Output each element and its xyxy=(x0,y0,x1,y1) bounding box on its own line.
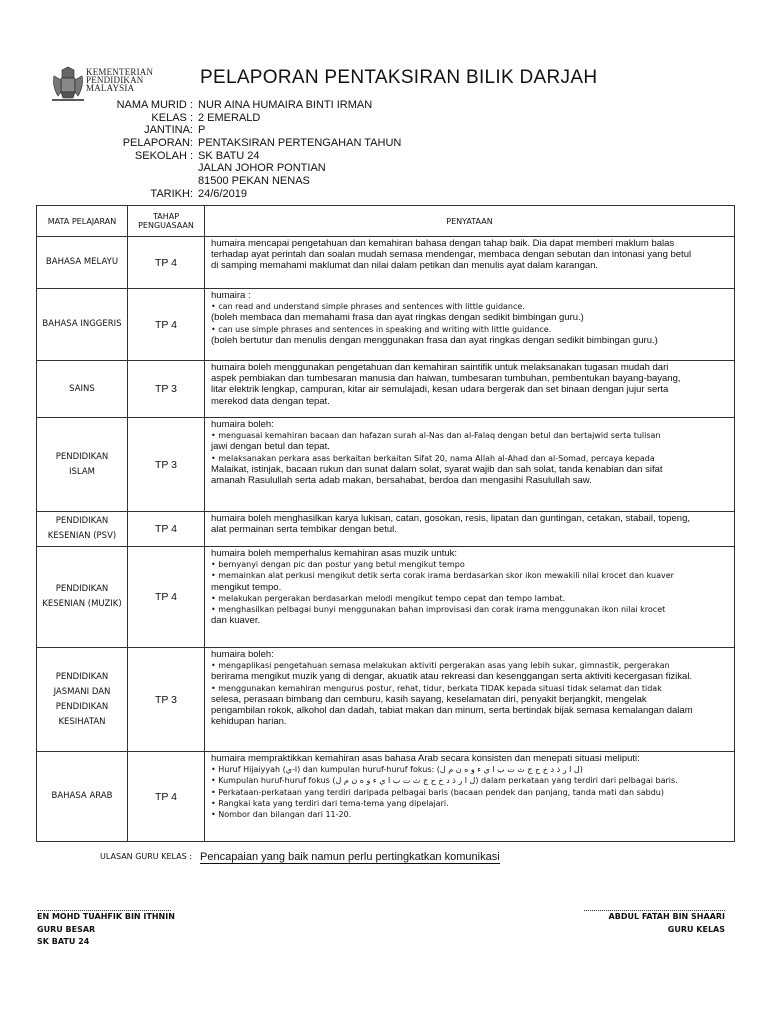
statement-line: jawi dengan betul dan tepat. xyxy=(211,441,330,453)
statement-line: • Perkataan-perkataan yang terdiri daripada pelbagai baris (bacaan pendek dan panjang, tanda mati dan sabdu) xyxy=(211,787,664,797)
statement-line: • Kumpulan huruf-huruf fokus (ل ا ر ذ د خ ح ج ث ت ب ا ي ء و ه ن م ل) dalam perkataan yang terdiri dari pelbagai baris. xyxy=(211,776,678,786)
info-label xyxy=(80,175,193,188)
level-cell: TP 3 xyxy=(128,648,205,752)
statement-line: berirama mengikut muzik yang di dengar, akuatik atau rekreasi dan kesenggangan serta aktiviti kecergasan fizikal. xyxy=(211,671,693,683)
subject-cell xyxy=(37,418,128,512)
ministry-line: PENDIDIKAN xyxy=(86,75,144,85)
info-row xyxy=(80,175,500,188)
subject-cell xyxy=(37,752,128,842)
statement-cell xyxy=(205,512,735,547)
statement-cell xyxy=(205,418,735,512)
info-value: P xyxy=(198,124,206,137)
subject-cell xyxy=(37,648,128,752)
statement-line: • menghasilkan pelbagai bunyi menggunakan bahan improvisasi dan corak irama menggunakan ikon nilai krocet xyxy=(211,605,666,615)
signature-left xyxy=(37,911,175,949)
info-label: NAMA MURID : xyxy=(116,99,193,111)
info-label xyxy=(80,162,193,175)
signature-name: ABDUL FATAH BIN SHAARI xyxy=(608,912,725,921)
statement-line: humaira mempraktikkan kemahiran asas bahasa Arab secara konsisten dan menepati situasi meliputi: xyxy=(211,753,640,764)
info-value: PENTAKSIRAN PERTENGAHAN TAHUN xyxy=(198,137,402,150)
table-row xyxy=(37,752,735,842)
table-row xyxy=(37,648,735,752)
info-row xyxy=(80,137,500,150)
subject-name: BAHASA INGGERIS xyxy=(42,319,122,329)
info-row xyxy=(80,162,500,175)
statement-line: • Huruf Hijaiyyah (ا-ي) dan kumpulan huruf-huruf fokus: (ل ا ر ذ د خ ح ج ث ت ب ا ي ء و ه ن م ل) xyxy=(211,765,583,775)
statement-line: merekod data dengan tepat. xyxy=(211,395,330,407)
statement-line: • melaksanakan perkara asas berkaitan berkaitan Sifat 20, nama Allah al-Ahad dan al-Somad, percaya kepada xyxy=(211,453,655,463)
signature-role: GURU KELAS xyxy=(667,924,725,934)
subject-cell xyxy=(37,547,128,648)
info-value: 81500 PEKAN NENAS xyxy=(198,175,310,188)
signature-school: SK BATU 24 xyxy=(37,937,90,946)
table-header-row xyxy=(37,206,735,237)
statement-line: mengikut tempo. xyxy=(211,581,282,593)
table-row xyxy=(37,418,735,512)
statement-line: • menggunakan kemahiran mengurus postur, rehat, tidur, berkata TIDAK kepada situasi tidak selamat dan tidak xyxy=(211,683,662,693)
ministry-name xyxy=(86,68,153,92)
subject-name: PENDIDIKAN xyxy=(55,671,109,682)
statement-line: • mengaplikasi pengetahuan semasa melakukan aktiviti pergerakan asas yang lebih sukar, gimnastik, pergerakan xyxy=(211,661,670,671)
subject-name: SAINS xyxy=(69,383,95,394)
statement-cell xyxy=(205,752,735,842)
statement-line: humaira boleh: xyxy=(211,419,274,430)
signature-right xyxy=(609,911,725,936)
info-value: SK BATU 24 xyxy=(198,149,260,162)
statement-line: litar elektrik lengkap, campuran, kitar air semulajadi, kesan udara bergerak dan set binaan dengan jujur serta xyxy=(211,384,669,396)
level-cell: TP 3 xyxy=(128,418,205,512)
level-cell: TP 4 xyxy=(128,237,205,289)
level-cell: TP 3 xyxy=(128,361,205,418)
statement-line: pengambilan rokok, alkohol dan dadah, tabiat makan dan minum, serta bertindak bijak semasa kemalangan dalam xyxy=(211,705,693,717)
info-value: 2 EMERALD xyxy=(198,111,261,124)
statement-line: • bernyanyi dengan pic dan postur yang betul mengikut tempo xyxy=(211,560,465,570)
student-info xyxy=(80,99,500,201)
statement-line: selesa, perasaan bimbang dan cemburu, kasih sayang, keselamatan diri, penyakit berjangkit, mengelak xyxy=(211,693,647,705)
header-level-line: PENGUASAAN xyxy=(138,221,194,230)
statement-line: • can use simple phrases and sentences in speaking and writing with little guidance. xyxy=(211,324,552,334)
remark-value: Pencapaian yang baik namun perlu pertingkatkan komunikasi xyxy=(200,851,500,863)
subject-name: PENDIDIKAN xyxy=(55,516,109,526)
statement-line: alat permainan serta tembikar dengan betul. xyxy=(211,524,397,536)
subject-cell xyxy=(37,361,128,418)
table-row xyxy=(37,547,735,648)
level-cell: TP 4 xyxy=(128,752,205,842)
subject-name: KESIHATAN xyxy=(58,716,106,727)
statement-line: • can read and understand simple phrases and sentences with little guidance. xyxy=(211,302,525,312)
info-row xyxy=(80,150,500,163)
statement-line: humaira : xyxy=(211,290,251,301)
assessment-table xyxy=(36,205,735,842)
subject-name: PENDIDIKAN xyxy=(55,451,109,462)
table-row xyxy=(37,237,735,289)
subject-cell xyxy=(37,289,128,361)
signature-role: GURU BESAR xyxy=(37,924,96,934)
subject-name: KESENIAN (PSV) xyxy=(47,531,117,541)
table-row xyxy=(37,512,735,547)
table-row xyxy=(37,289,735,361)
statement-line: (boleh bertutur dan menulis dengan menggunakan frasa dan ayat ringkas dengan sedikit bimbingan guru.) xyxy=(211,334,658,346)
info-label: SEKOLAH : xyxy=(134,149,193,162)
statement-cell xyxy=(205,361,735,418)
remark-label: ULASAN GURU KELAS : xyxy=(100,852,192,861)
statement-line: humaira boleh: xyxy=(211,649,274,660)
info-value: JALAN JOHOR PONTIAN xyxy=(198,162,326,175)
header-level-line: TAHAP xyxy=(152,212,180,221)
subject-cell xyxy=(37,237,128,289)
subject-cell xyxy=(37,512,128,547)
ministry-line: MALAYSIA xyxy=(86,83,135,93)
info-value: NUR AINA HUMAIRA BINTI IRMAN xyxy=(198,99,373,111)
statement-line: di samping memahami maklumat dan nilai dalam petikan dan menulis ayat dalam karangan. xyxy=(211,260,599,272)
info-row xyxy=(80,99,500,112)
statement-line: humaira boleh menghasilkan karya lukisan, catan, gosokan, resis, lipatan dan guntingan, cetakan, stabail, topeng, xyxy=(211,513,690,524)
statement-line: aspek pembiakan dan tumbesaran manusia dan haiwan, tumbesaran tumbuhan, pembentukan bayang-bayang, xyxy=(211,373,681,385)
level-cell: TP 4 xyxy=(128,289,205,361)
subject-name: BAHASA ARAB xyxy=(51,791,113,801)
header-level xyxy=(128,206,205,237)
statement-cell xyxy=(205,237,735,289)
header-statement: PENYATAAN xyxy=(205,206,735,237)
statement-line: • melakukan pergerakan berdasarkan melodi mengikut tempo cepat dan tempo lambat. xyxy=(211,593,566,603)
statement-line: kehidupan harian. xyxy=(211,716,287,728)
statement-line: humaira mencapai pengetahuan dan kemahiran bahasa dengan tahap baik. Dia dapat memberi maklum balas xyxy=(211,238,675,249)
subject-name: PENDIDIKAN xyxy=(55,701,109,712)
statement-line: terhadap ayat perintah dan soalan mudah semasa mendengar, membaca dengan sebutan dan intonasi yang betul xyxy=(211,249,692,261)
info-label: JANTINA: xyxy=(144,124,193,137)
statement-cell xyxy=(205,648,735,752)
ministry-line: KEMENTERIAN xyxy=(86,67,154,77)
level-cell: TP 4 xyxy=(128,547,205,648)
signature-name: EN MOHD TUAHFIK BIN ITHNIN xyxy=(37,912,175,921)
subject-name: ISLAM xyxy=(69,466,95,477)
statement-line: amanah Rasulullah serta adab makan, bersahabat, berdoa dan mengasihi Rasulullah saw. xyxy=(211,475,592,487)
page-title: PELAPORAN PENTAKSIRAN BILIK DARJAH xyxy=(200,67,598,88)
statement-line: • Nombor dan bilangan dari 11-20. xyxy=(211,810,352,820)
info-value: 24/6/2019 xyxy=(198,187,247,200)
statement-line: dan kuaver. xyxy=(211,615,261,627)
subject-name: PENDIDIKAN xyxy=(55,584,109,594)
info-row xyxy=(80,188,500,201)
info-row xyxy=(80,112,500,125)
info-row xyxy=(80,124,500,137)
statement-line: Malaikat, istinjak, bacaan rukun dan sunat dalam solat, syarat wajib dan sah solat, tanda kenabian dan sifat xyxy=(211,463,663,475)
statement-cell xyxy=(205,547,735,648)
level-cell: TP 4 xyxy=(128,512,205,547)
subject-name: BAHASA MELAYU xyxy=(45,257,119,267)
subject-name: JASMANI DAN xyxy=(53,686,111,697)
table-body xyxy=(37,237,735,842)
subject-name: KESENIAN (MUZIK) xyxy=(42,599,122,609)
statement-line: humaira boleh menggunakan pengetahuan dan kemahiran saintifik untuk melaksanakan tugasan mudah dari xyxy=(211,362,669,373)
statement-line: humaira boleh memperhalus kemahiran asas muzik untuk: xyxy=(211,548,458,559)
statement-line: • menguasai kemahiran bacaan dan hafazan surah al-Nas dan al-Falaq dengan betul dan bertajwid serta tulisan xyxy=(211,431,661,441)
statement-line: • Rangkai kata yang terdiri dari tema-tema yang dipelajari. xyxy=(211,798,449,808)
statement-cell xyxy=(205,289,735,361)
info-label: TARIKH: xyxy=(150,187,193,200)
info-label: PELAPORAN: xyxy=(122,137,193,150)
table-row xyxy=(37,361,735,418)
info-label: KELAS : xyxy=(151,111,193,124)
statement-line: • memainkan alat perkusi mengikut detik serta corak irama berdasarkan skor ikon mewakili nilai krocet dan kuaver xyxy=(211,571,674,581)
header-subject: MATA PELAJARAN xyxy=(37,206,128,237)
statement-line: (boleh membaca dan memahami frasa dan ayat ringkas dengan sedikit bimbingan guru.) xyxy=(211,312,584,324)
